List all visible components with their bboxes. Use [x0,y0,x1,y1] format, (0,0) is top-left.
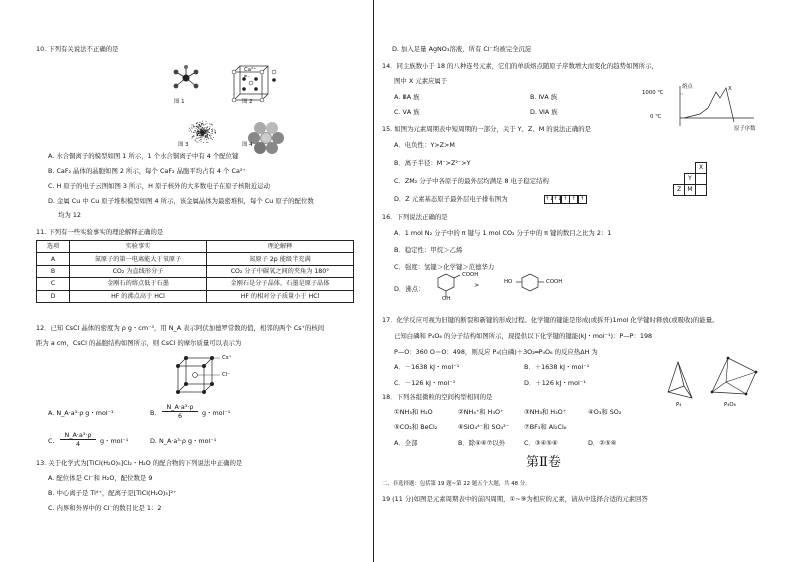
q19-stem: 19 (11 分)如图是元素周期表中的前四周期，①~⑨为相应的元素，请从中选择合适的元素回答 [382,495,648,503]
right-column [380,0,780,562]
q18-item-2: ②NH₄⁺和 H₃O⁺ [458,408,504,416]
q13-option-a: A. 配位体是 Cl⁻和 H₂O，配位数是 9 [48,474,153,482]
table-cell: CO₂ 分子中碳氧之间的夹角为 180° [207,265,354,277]
q10-option-c: C. H 原子的电子云图如图 3 所示，H 原子核外的大多数电子在原子核附近运动 [48,182,271,190]
left-column [28,0,366,562]
mol1-cooh: COOH [462,272,479,278]
p4-label: P₄ [676,402,682,408]
q16-option-d: D．沸点： [394,285,425,293]
q15-option-b: B．离子半径：M⁻>Z²⁻>Y [394,159,471,167]
q17-option-b: B．＋1638 kJ・mol⁻¹ [524,363,590,371]
table-cell: 金刚石的熔点低于石墨 [70,278,207,290]
table-cell: HF 的沸点高于 HCl [70,290,207,302]
q12-stem: 12．已知 CsCl 晶体的密度为 ρ g・cm⁻³，用 N_A 表示阿伏加德罗常数的值，相邻的两个 Cs⁺的核间 [36,324,325,332]
q14-option-d: D. ⅥA 族 [530,108,558,116]
table-cell: HF 的相对分子质量小于 HCl [207,290,354,302]
periodic-cell-z: Z [673,184,685,196]
table-cell: 氮原子 2p 能级半充满 [207,253,354,265]
table-row [37,278,354,290]
table-cell: 金刚石是分子晶体，石墨是原子晶体 [207,278,354,290]
q10-option-d-cont: 均为 12 [58,211,81,219]
fig1-label: 图 1 [174,99,185,105]
table-row [37,265,354,277]
q14-stem-cont: 图中 X 元素应属于 [394,77,448,85]
orbital-box: ↑ [578,195,587,204]
q13-option-b: B. 中心离子是 Ti⁴⁺，配离子是[TiCl(H₂O)₅]²⁺ [48,489,177,497]
q14-melting-graph [674,84,778,130]
q14-graph-xlabel: 原子序数 [734,126,756,132]
q10-option-b: B. CaF₂ 晶体的晶胞如图 2 所示，每个 CaF₂ 晶胞平均占有 4 个 Ca²⁺ [48,167,246,175]
table-cell: B [37,265,70,277]
q17-stem: 17．化学反应可视为旧键的断裂和新键的形成过程。化学键的键能是形成(或拆开)1mol 化学键时释放(或吸收)的能量。 [382,316,719,324]
q18-item-6: ⑥SiO₄⁴⁻和 SO₄²⁻ [458,423,510,431]
q18-item-7: ⑦BF₃和 Al₂Cl₆ [524,423,567,431]
q12-stem-cont: 距为 a cm，CsCl 的晶胞结构如图所示，则 CsCl 的摩尔质量可以表示为 [36,339,242,347]
fig2-legend-ca: Ca²⁺ [244,67,257,73]
q12-option-c: C. [48,437,55,445]
q14-option-c: C. ⅤA 族 [394,108,420,116]
q12-c-numerator: N_A·a³·ρ [64,431,92,439]
q15-option-c: C．ZM₂ 分子中各原子的最外层均满足 8 电子稳定结构 [394,177,549,185]
part2-note: 二、非选择题：包括第 19 题~第 22 题五个大题，共 48 分。 [382,481,531,487]
q17-option-a: A．－1638 kJ・mol⁻¹ [394,363,460,371]
fig2-legend-f: F⁻ [244,75,250,81]
part2-title: 第Ⅱ卷 [526,455,561,470]
table-cell: D [37,290,70,302]
q10-option-d: D. 金属 Cu 中 Cu 原子堆积模型如图 4 所示，该金属晶体为最密堆积，每个 Cu 原子的配位数 [48,197,314,205]
q17-stem-cont2: P—O：360 O＝O：498，则反应 P₄(白磷)＋3O₂═P₄O₆ 的反应热ΔH 为 [394,348,598,356]
fig3-electron-cloud [189,121,216,143]
periodic-cell-empty [695,173,707,185]
fig3-label: 图 3 [178,142,189,148]
mol2-cooh: COOH [546,279,563,285]
q10-option-a: A. 水合铜离子的模型如图 1 所示，1 个水合铜离子中有 4 个配位键 [48,152,239,160]
table-cell: C [37,278,70,290]
q15-option-a: A．电负性：Y>Z>M [394,141,455,149]
table-header: 理论解释 [207,241,354,253]
table-header: 选项 [37,241,70,253]
q12-option-b: B. [150,409,157,417]
q15-stem: 15. 如图为元素周期表中短周期的一部分，关于 Y、Z、M 的说法正确的是 [382,125,591,133]
q16-option-c: C．强度：氢键＞化学键＞范德华力 [394,263,495,271]
table-cell: 氮原子的第一电离能大于氧原子 [70,253,207,265]
q18-option-a: A．全部 [394,439,418,447]
table-row [37,253,354,265]
cl-label: Cl⁻ [222,372,231,378]
q14-stem: 14．同主族数小于 18 的八种连号元素，它们的单质熔点随原子序数增大而变化的趋势如图所示， [382,62,658,70]
q12-b-denominator: 6 [177,412,183,420]
fig2-label: 图 2 [242,99,253,105]
q15-option-d: D．Z 元素基态原子最外层电子排布图为 [394,195,508,203]
q18-stem: 18．下列各组微粒的空间构型相同的是 [382,393,493,401]
q18-item-1: ①NH₃和 H₂O [394,408,433,416]
orbital-box: ↑↓ [545,196,554,202]
q13-stem: 13. 关于化学式为[TiCl(H₂O)₅]Cl₂・H₂O 的配合物的下列说法中正确的是 [36,459,243,467]
q10-stem: 10. 下列有关说法不正确的是 [36,45,119,53]
q16-stem: 16．下列说法正确的是 [382,213,448,221]
q13-option-d: D. 加入足量 AgNO₃溶液，所有 Cl⁻均被完全沉淀 [392,45,532,53]
orbital-box: ↑↓ [553,196,562,202]
periodic-cell-m: M [684,184,696,196]
q13-option-c: C. 内界和外界中的 Cl⁻的数目比是 1：2 [48,504,162,512]
fig4-label: 图 4 [242,142,253,148]
fig1-hydrated-copper-model [174,65,199,88]
q12-b-unit: g・mol⁻¹ [202,409,231,417]
q18-item-3: ③NH₃和 H₃O⁺ [524,408,567,416]
q16-option-b: B．稳定性：甲烷＞乙烯 [394,246,463,254]
fig4-cu-packing [248,122,284,154]
q18-option-b: B．除④⑥⑦以外 [458,439,506,447]
q17-option-c: C．－126 kJ・mol⁻¹ [394,379,456,387]
orbital-box: ↑ [561,195,570,204]
q18-item-5: ⑤CO₂和 BeCl₂ [394,423,438,431]
q14-option-b: B. ⅣA 族 [530,93,558,101]
mol2-ho: HO [504,279,513,285]
orbital-diagram [544,195,586,204]
gt-sign: > [474,281,480,289]
p4o6-label: P₄O₆ [724,402,736,408]
q14-graph-ytick-1000: 1000 ℃ [642,90,664,96]
column-divider [373,0,374,562]
periodic-cell-empty [695,184,707,196]
q11-stem: 11. 下列有一些实验事实的理论解释正确的是 [36,228,164,236]
q18-option-c: C．③④⑤⑥ [524,439,558,447]
q14-graph-ylabel: 熔点 [682,84,693,90]
q12-option-d: D. N_A·a³·ρ g・mol⁻¹ [150,437,217,445]
q11-table [36,240,354,303]
table-cell: A [37,253,70,265]
q18-option-d: D．②⑤⑥ [588,439,617,447]
q17-option-d: D．＋126 kJ・mol⁻¹ [524,379,586,387]
table-header-row [37,241,354,253]
periodic-cell-x: X [695,162,707,174]
q12-c-denominator: 4 [75,440,81,448]
table-header: 实验事实 [70,241,207,253]
periodic-cell-y: Y [684,173,696,185]
q12-option-a: A. N_A·a³·ρ g・mol⁻¹ [48,409,114,417]
q12-c-unit: g・mol⁻¹ [100,437,129,445]
table-row [37,290,354,302]
q17-stem-cont: 已知白磷和 P₄O₆ 的分子结构如图所示，现提供以下化学键的键能(kJ・mol⁻¹)：P—P：198 [394,332,653,340]
cs-label: Cs⁺ [222,355,232,361]
orbital-box: ↑ [569,195,578,204]
q16-option-a: A．1 mol N₂ 分子中的 π 键与 1 mol CO₂ 分子中的 π 键的数目之比为 2：1 [394,229,612,237]
q14-option-a: A. ⅢA 族 [394,93,420,101]
q12-b-numerator: N_A·a³·ρ [166,403,194,411]
q18-item-4: ④O₃和 SO₂ [588,408,622,416]
mol1-oh: OH [442,296,451,302]
q14-graph-point-x: X [728,86,732,92]
q14-graph-ytick-0: 0 ℃ [650,114,662,120]
table-cell: CO₂ 为直线形分子 [70,265,207,277]
